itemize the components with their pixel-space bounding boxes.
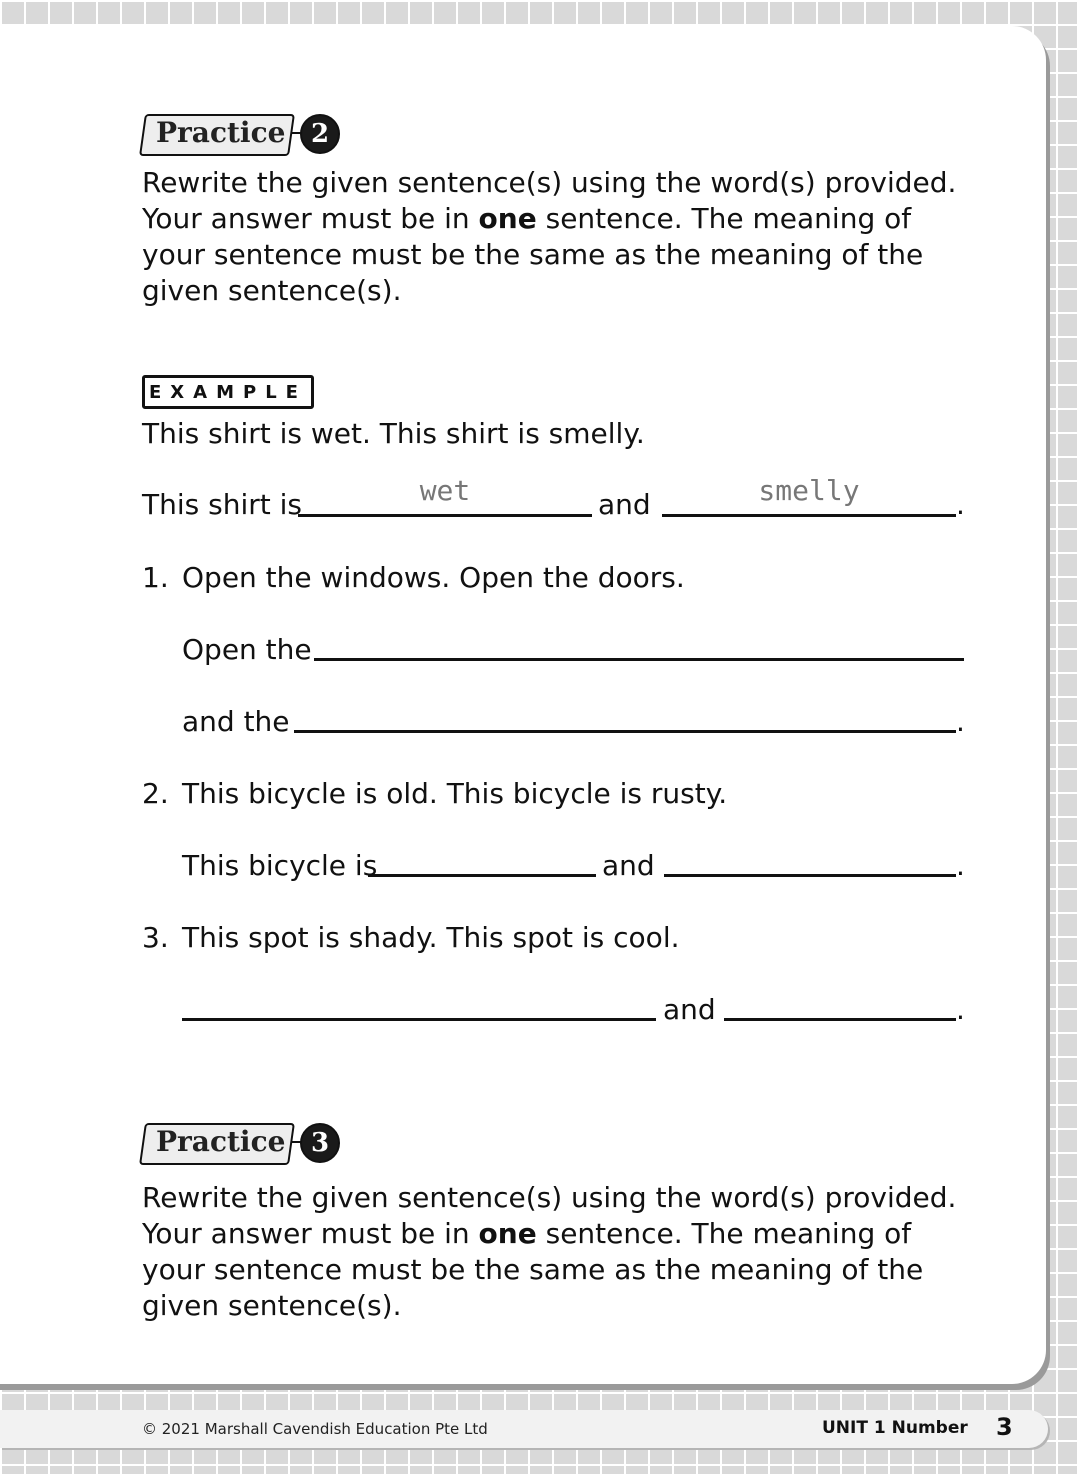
question-2-answer-line-2[interactable] xyxy=(664,874,956,877)
question-3-connector: and xyxy=(663,993,716,1026)
instruction-bold: one xyxy=(478,202,537,235)
question-1-answer-line-1[interactable] xyxy=(314,658,964,661)
instruction-text: Rewrite the given sentence(s) using the word(s) provided. Your answer must be in xyxy=(142,166,957,235)
badge-number: 3 xyxy=(300,1123,340,1163)
question-1-end: . xyxy=(956,705,965,738)
question-1-answer-line-2[interactable] xyxy=(294,730,956,733)
example-answer-line-2 xyxy=(662,514,956,517)
example-connector: and xyxy=(598,488,651,521)
question-2-end: . xyxy=(956,849,965,882)
example-answer-line-1 xyxy=(298,514,592,517)
example-badge xyxy=(142,375,314,409)
footer-unit: UNIT 1 Number xyxy=(822,1418,968,1438)
question-2-answer-line-1[interactable] xyxy=(368,874,596,877)
badge-number: 2 xyxy=(300,114,340,154)
badge-label: Practice xyxy=(156,1125,286,1158)
practice-3-instructions xyxy=(142,1180,962,1324)
instruction-text: sentence. The meaning of your sentence must be the same as the meaning of the given sentence(s). xyxy=(142,1217,924,1322)
question-2-connector: and xyxy=(602,849,655,882)
example-answer-2: smelly xyxy=(758,474,860,507)
practice-2-instructions xyxy=(142,165,962,309)
footer-page-number: 3 xyxy=(996,1413,1013,1441)
question-1-number: 1. xyxy=(142,561,169,594)
question-2-prefix: This bicycle is xyxy=(182,849,378,882)
question-3-number: 3. xyxy=(142,921,169,954)
question-2-number: 2. xyxy=(142,777,169,810)
instruction-bold: one xyxy=(478,1217,537,1250)
example-end: . xyxy=(956,488,965,521)
question-1-given: Open the windows. Open the doors. xyxy=(182,561,685,594)
question-1-line2-prefix: and the xyxy=(182,705,290,738)
question-3-end: . xyxy=(956,993,965,1026)
instruction-text: Rewrite the given sentence(s) using the word(s) provided. Your answer must be in xyxy=(142,1181,957,1250)
instruction-text: sentence. The meaning of your sentence must be the same as the meaning of the given sentence(s). xyxy=(142,202,924,307)
footer-copyright: © 2021 Marshall Cavendish Education Pte Ltd xyxy=(142,1420,488,1438)
question-3-answer-line-2[interactable] xyxy=(724,1018,956,1021)
badge-label: Practice xyxy=(156,116,286,149)
question-3-answer-line-1[interactable] xyxy=(182,1018,656,1021)
example-answer-1: wet xyxy=(419,474,471,507)
example-prefix: This shirt is xyxy=(142,488,302,521)
question-3-given: This spot is shady. This spot is cool. xyxy=(182,921,680,954)
example-given: This shirt is wet. This shirt is smelly. xyxy=(142,417,645,450)
example-badge-label: EXAMPLE xyxy=(149,381,307,403)
question-2-given: This bicycle is old. This bicycle is rusty. xyxy=(182,777,728,810)
question-1-line1-prefix: Open the xyxy=(182,633,312,666)
